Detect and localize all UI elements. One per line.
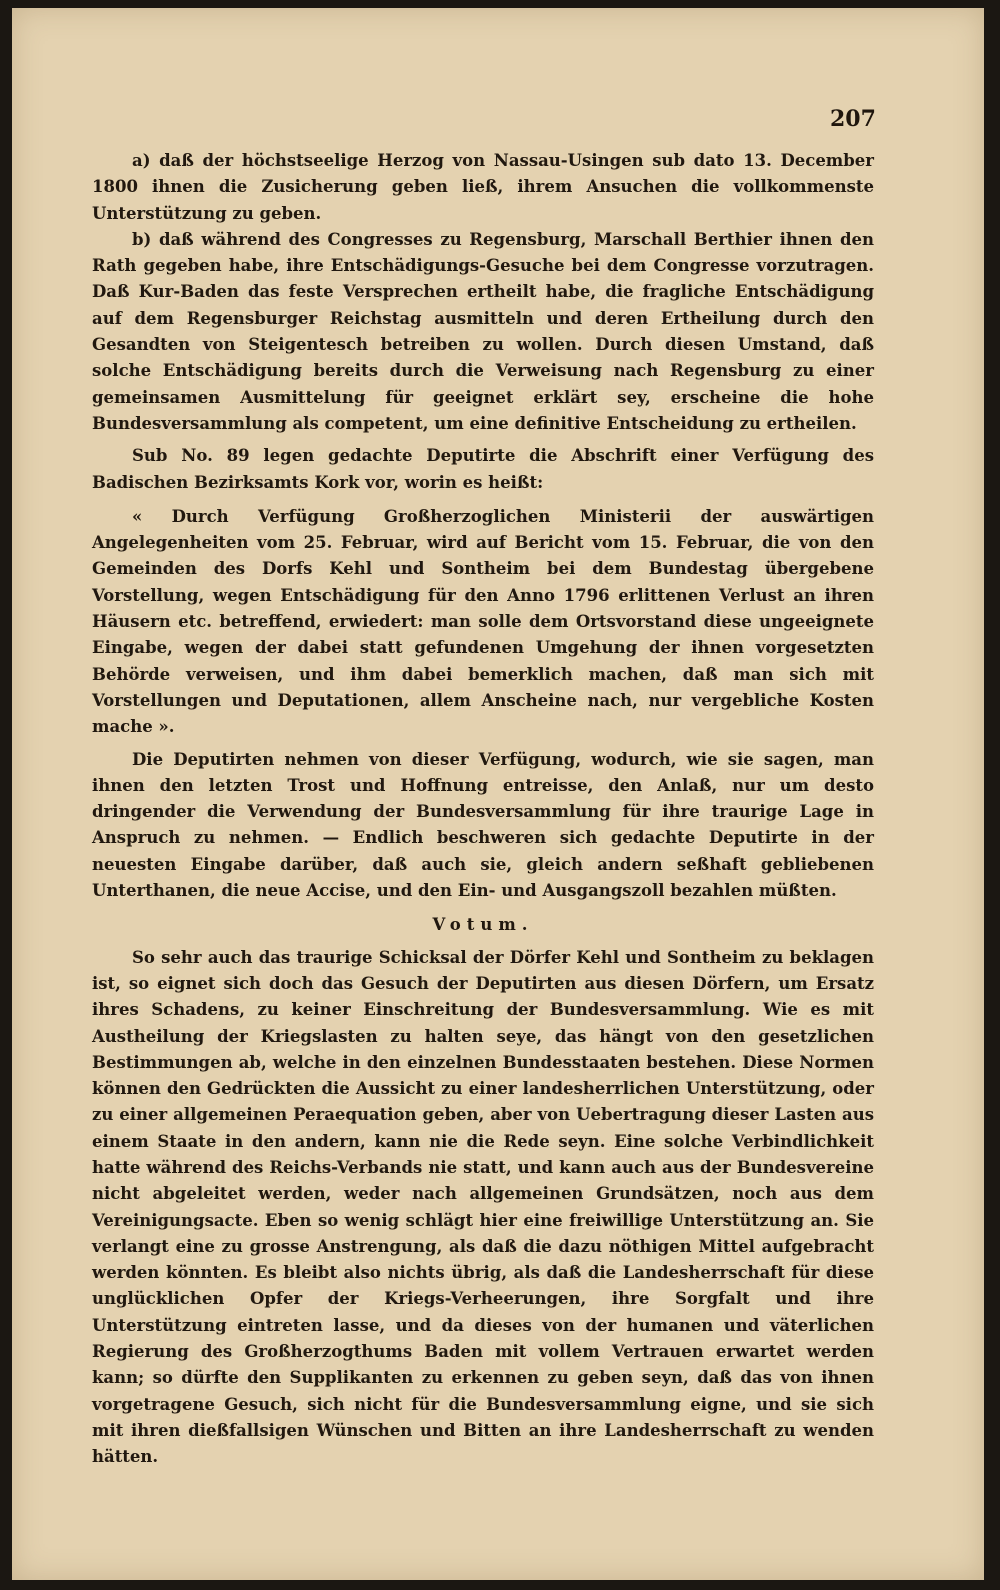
paragraph-sub-no-89: Sub No. 89 legen gedachte Deputirte die Abschrift einer Verfügung des Badischen Bezirksamts Kork vor, worin es heißt: xyxy=(92,446,874,492)
page-body xyxy=(92,148,874,1471)
votum-heading: Votum. xyxy=(432,915,534,935)
book-page xyxy=(12,8,984,1580)
paragraph-a: a) daß der höchstseelige Herzog von Nassau-Usingen sub dato 13. December 1800 ihnen die Zusicherung geben ließ, ihrem Ansuchen die vollkommenste Unterstützung zu geben. xyxy=(92,151,874,223)
page-number: 207 xyxy=(830,106,876,132)
paragraph-b: b) daß während des Congresses zu Regensburg, Marschall Berthier ihnen den Rath gegeben habe, ihre Entschädigungs-Gesuche bei dem Congresse vorzutragen. Daß Kur-Baden das feste Versprechen ertheilt habe, die fragliche Entschädigung auf dem Regensburger Reichstag ausmitteln und deren Ertheilung durch den Gesandten von Steigentesch betreiben zu wollen. Durch diesen Umstand, daß solche Entschädigung bereits durch die Verweisung nach Regensburg zu einer gemeinsamen Ausmittelung für geeignet erklärt sey, erscheine die hohe Bundesversammlung als competent, um eine definitive Entscheidung zu ertheilen. xyxy=(92,229,874,433)
quoted-decree: « Durch Verfügung Großherzoglichen Ministerii der auswärtigen Angelegenheiten vom 25. Februar, wird auf Bericht vom 15. Februar, die von den Gemeinden des Dorfs Kehl und Sontheim bei dem Bundestag übergebene Vorstellung, wegen Entschädigung für den Anno 1796 erlittenen Verlust an ihren Häusern etc. betreffend, erwiedert: man solle dem Ortsvorstand diese ungeeignete Eingabe, wegen der dabei statt gefundenen Umgehung der ihnen vorgesetzten Behörde verweisen, und ihm dabei bemerklich machen, daß man sich mit Vorstellungen und Deputationen, allem Anscheine nach, nur vergebliche Kosten mache ». xyxy=(92,506,874,737)
paragraph-deputies: Die Deputirten nehmen von dieser Verfügung, wodurch, wie sie sagen, man ihnen den letzten Trost und Hoffnung entreisse, den Anlaß, nur um desto dringender die Verwendung der Bundesversammlung für ihre traurige Lage in Anspruch zu nehmen. — Endlich beschweren sich gedachte Deputirte in der neuesten Eingabe darüber, daß auch sie, gleich andern seßhaft gebliebenen Unterthanen, die neue Accise, und den Ein- und Ausgangszoll bezahlen müßten. xyxy=(92,749,874,901)
votum-text: So sehr auch das traurige Schicksal der Dörfer Kehl und Sontheim zu beklagen ist, so eignet sich doch das Gesuch der Deputirten aus diesen Dörfern, um Ersatz ihres Schadens, zu keiner Einschreitung der Bundesversammlung. Wie es mit Austheilung der Kriegslasten zu halten seye, das hängt von den gesetzlichen Bestimmungen ab, welche in den einzelnen Bundesstaaten bestehen. Diese Normen können den Gedrückten die Aussicht zu einer landesherrlichen Unterstützung, oder zu einer allgemeinen Peraequation geben, aber von Uebertragung dieser Lasten aus einem Staate in den andern, kann nie die Rede seyn. Eine solche Verbindlichkeit hatte während des Reichs-Verbands nie statt, und kann auch aus der Bundesvereine nicht abgeleitet werden, weder nach allgemeinen Grundsätzen, noch aus dem Vereinigungsacte. Eben so wenig schlägt hier eine freiwillige Unterstützung an. Sie verlangt eine zu grosse Anstrengung, als daß die dazu nöthigen Mittel aufgebracht werden könnten. Es bleibt also nichts übrig, als daß die Landesherrschaft für diese unglücklichen Opfer der Kriegs-Verheerungen, ihre Sorgfalt und ihre Unterstützung eintreten lasse, und da dieses von der humanen und väterlichen Regierung des Großherzogthums Baden mit vollem Vertrauen erwartet werden kann; so dürfte den Supplikanten zu erkennen zu geben seyn, daß das von ihnen vorgetragene Gesuch, sich nicht für die Bundesversammlung eigne, und sie sich mit ihren dießfallsigen Wünschen und Bitten an ihre Landesherrschaft zu wenden hätten. xyxy=(92,947,874,1467)
